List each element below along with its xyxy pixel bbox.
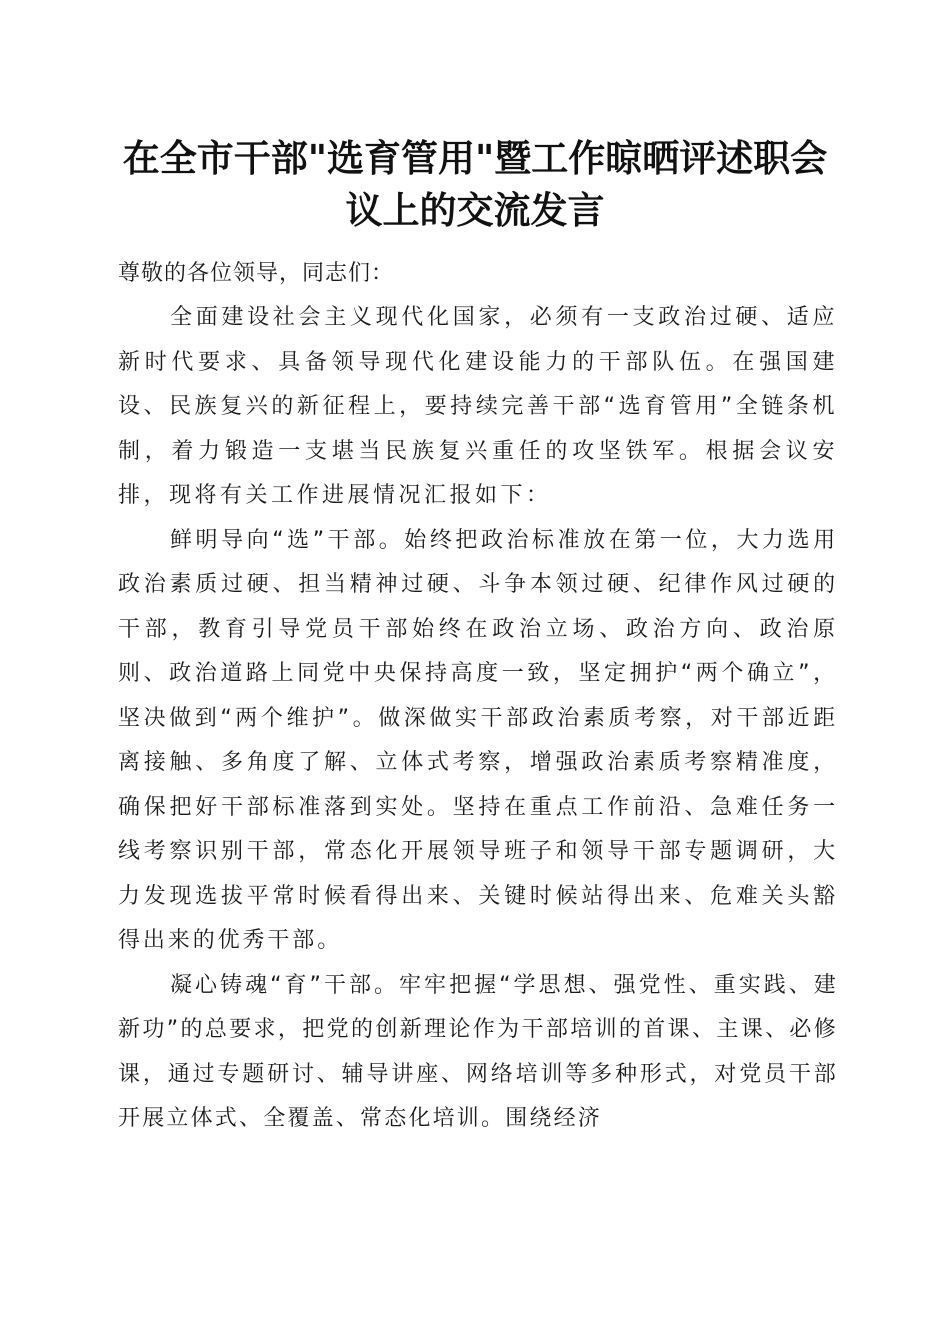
paragraph-select-cadres: 鲜明导向“选”干部。始终把政治标准放在第一位，大力选用政治素质过硬、担当精神过硬、斗争本领过硬、纪律作风过硬的干部，教育引导党员干部始终在政治立场、政治方向、政治原则、政治道路上同党中央保持高度一致，坚定拥护“两个确立”，坚决做到“两个维护”。做深做实干部政治素质考察，对干部近距离接触、多角度了解、立体式考察，增强政治素质考察精准度，确保把好干部标准落到实处。坚持在重点工作前沿、急难任务一线考察识别干部，常态化开展领导班子和领导干部专题调研，大力发现选拔平常时候看得出来、关键时候站得出来、危难关头豁得出来的优秀干部。	[118, 527, 838, 953]
paragraph-intro: 全面建设社会主义现代化国家，必须有一支政治过硬、适应新时代要求、具备领导现代化建设能力的干部队伍。在强国建设、民族复兴的新征程上，要持续完善干部“选育管用”全链条机制，着力锻造一支堪当民族复兴重任的攻坚铁军。根据会议安排，现将有关工作进展情况汇报如下：	[118, 305, 838, 508]
title-line-1: 在全市干部"选育管用"暨工作晾晒评述职会	[122, 136, 828, 180]
document-body	[118, 252, 838, 1142]
document-title	[100, 132, 850, 236]
title-line-2: 议上的交流发言	[345, 188, 605, 232]
greeting: 尊敬的各位领导，同志们：	[118, 261, 395, 286]
paragraph-train-cadres: 凝心铸魂“育”干部。牢牢把握“学思想、强党性、重实践、建新功”的总要求，把党的创新理论作为干部培训的首课、主课、必修课，通过专题研讨、辅导讲座、网络培训等多种形式，对党员干部开展立体式、全覆盖、常态化培训。围绕经济	[118, 972, 838, 1131]
